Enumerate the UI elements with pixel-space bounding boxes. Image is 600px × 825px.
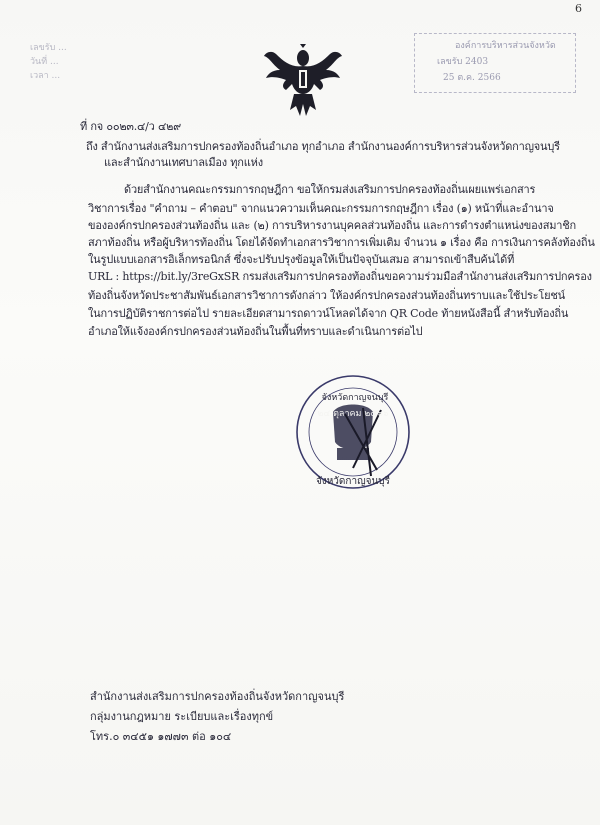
footer-division: กลุ่มงานกฎหมาย ระเบียบและเรื่องทุกข์ (90, 710, 274, 723)
faint-stamp-line: วันที่ ... (30, 57, 59, 67)
body-line: อำเภอให้แจ้งองค์กรปกครองส่วนท้องถิ่นในพื้นที่ทราบและดำเนินการต่อไป (88, 325, 423, 338)
receipt-stamp-org: องค์การบริหารส่วนจังหวัด (455, 41, 556, 51)
seal-top-text: จังหวัดกาญจนบุรี (321, 393, 389, 403)
recipient-line-1: ถึง สำนักงานส่งเสริมการปกครองท้องถิ่นอำเภอ ทุกอำเภอ สำนักงานองค์การบริหารส่วนจังหวัดกาญจนบุรี (86, 140, 560, 153)
body-line: ในรูปแบบเอกสารอิเล็กทรอนิกส์ ซึ่งจะปรับปรุงข้อมูลให้เป็นปัจจุบันเสมอ สามารถเข้าสืบค้นได้ที่ (88, 253, 515, 266)
garuda-emblem-icon (262, 44, 344, 118)
body-line: ท้องถิ่นจังหวัดประชาสัมพันธ์เอกสารวิชาการดังกล่าว ให้องค์กรปกครองส่วนท้องถิ่นทราบและใช้ประโยชน์ (88, 289, 565, 302)
page-number: 6 (575, 2, 582, 15)
seal-date-text: ๒๔ ตุลาคม ๒๕๖๖ (317, 409, 389, 419)
body-line: ขององค์กรปกครองส่วนท้องถิ่น และ (๒) การบริหารงานบุคคลส่วนท้องถิ่น และการดำรงตำแหน่งของสมาชิก (88, 219, 576, 232)
body-line: วิชาการเรื่อง "คำถาม – คำตอบ" จากแนวความเห็นคณะกรรมการกฤษฎีกา เรื่อง (๑) หน้าที่และอำนาจ (88, 202, 554, 215)
body-line: ด้วยสำนักงานคณะกรรมการกฤษฎีกา ขอให้กรมส่งเสริมการปกครองท้องถิ่นเผยแพร่เอกสาร (124, 183, 536, 196)
faint-stamp-line: เวลา ... (30, 71, 61, 81)
receipt-stamp (414, 33, 576, 93)
faint-stamp-line: เลขรับ ... (30, 43, 67, 53)
faint-stamp (30, 40, 110, 110)
recipient-line-2: และสำนักงานเทศบาลเมือง ทุกแห่ง (104, 156, 263, 169)
reference-number: ที่ กจ ๐๐๒๓.๔/ว ๔๒๙ (80, 120, 181, 133)
provincial-seal (293, 372, 413, 492)
receipt-stamp-number: เลขรับ 2403 (437, 57, 489, 67)
body-line: สภาท้องถิ่น หรือผู้บริหารท้องถิ่น โดยได้จัดทำเอกสารวิชาการเพิ่มเติม จำนวน ๑ เรื่อง คือ การเงินการคลังท้องถิ่น (88, 236, 595, 249)
body-line: ในการปฏิบัติราชการต่อไป รายละเอียดสามารถดาวน์โหลดได้จาก QR Code ท้ายหนังสือนี้ สำหรับท้องถิ่น (88, 307, 569, 320)
seal-ring-text: จังหวัดกาญจนบุรี (315, 476, 391, 487)
body-line: URL : https://bit.ly/3reGxSR กรมส่งเสริมการปกครองท้องถิ่นขอความร่วมมือสำนักงานส่งเสริมการปกครอง (88, 270, 592, 283)
footer-phone: โทร.๐ ๓๔๕๑ ๑๗๗๓ ต่อ ๑๐๔ (90, 730, 232, 743)
footer-office: สำนักงานส่งเสริมการปกครองท้องถิ่นจังหวัดกาญจนบุรี (90, 690, 345, 703)
receipt-stamp-date: 25 ต.ค. 2566 (443, 73, 501, 83)
